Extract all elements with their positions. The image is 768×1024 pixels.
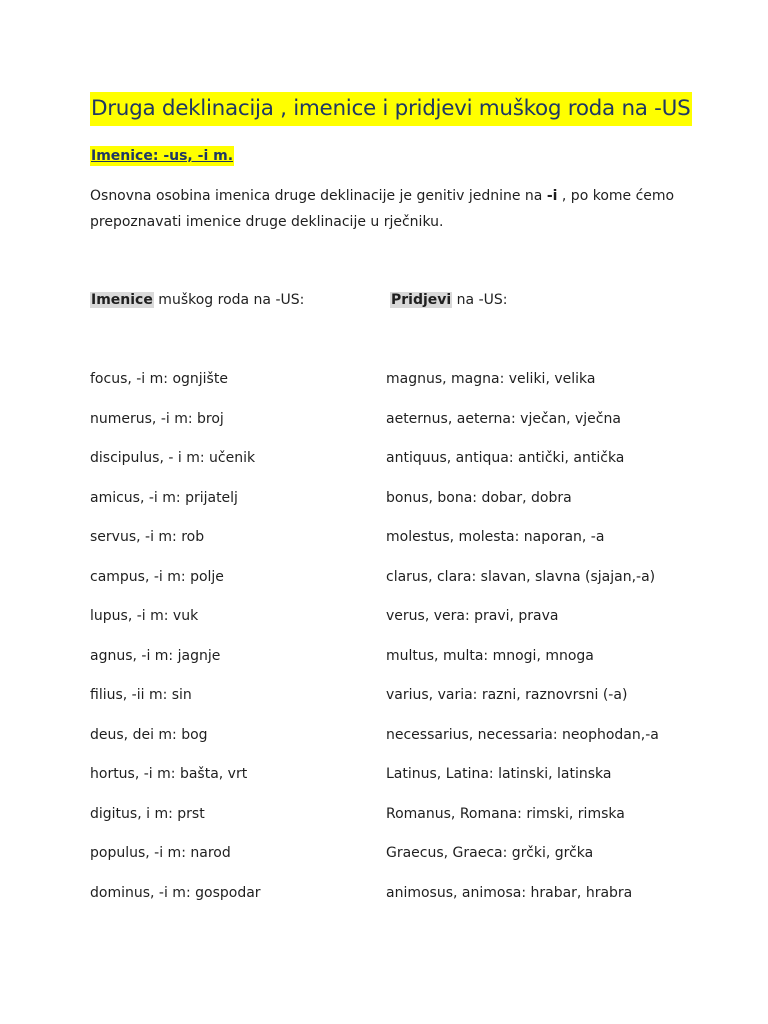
adjectives-header — [390, 290, 507, 310]
adjective-item: Latinus, Latina: latinski, latinska — [386, 766, 612, 782]
page-title: Druga deklinacija , imenice i pridjevi muškog roda na -US — [90, 92, 692, 126]
adjective-item: Graecus, Graeca: grčki, grčka — [386, 845, 594, 861]
noun-item: lupus, -i m: vuk — [90, 608, 199, 624]
noun-item: servus, -i m: rob — [90, 529, 205, 545]
intro-text-after: , po kome ćemo prepoznavati imenice druge deklinacije u rječniku. — [90, 188, 675, 230]
adjective-item: multus, multa: mnogi, mnoga — [386, 647, 594, 664]
noun-item: deus, dei m: bog — [90, 726, 208, 743]
noun-item: hortus, -i m: bašta, vrt — [90, 766, 248, 782]
nouns-header — [90, 290, 304, 310]
noun-item: numerus, -i m: broj — [90, 410, 224, 427]
nouns-header-highlight: Imenice — [91, 292, 153, 308]
adjectives-list — [386, 369, 659, 922]
adjective-item: magnus, magna: veliki, velika — [386, 371, 596, 387]
adjective-item: animosus, animosa: hrabar, hrabra — [386, 884, 633, 901]
nouns-list — [90, 369, 261, 922]
adjectives-header-highlight: Pridjevi — [391, 292, 452, 308]
adjective-item: bonus, bona: dobar, dobra — [386, 489, 572, 506]
noun-item: digitus, i m: prst — [90, 805, 205, 822]
intro-text-bold: -i — [546, 188, 558, 204]
adjective-item: clarus, clara: slavan, slavna (sjajan,-a) — [386, 568, 656, 585]
noun-item: populus, -i m: narod — [90, 845, 231, 861]
intro-text-before: Osnovna osobina imenica druge deklinacije je genitiv jednine na — [90, 188, 547, 204]
noun-item: campus, -i m: polje — [90, 568, 224, 585]
adjective-item: varius, varia: razni, raznovrsni (-a) — [386, 687, 628, 703]
section-subtitle: Imenice: -us, -i m. — [91, 148, 234, 164]
noun-item: discipulus, - i m: učenik — [90, 450, 256, 466]
adjective-item: Romanus, Romana: rimski, rimska — [386, 805, 625, 822]
noun-item: amicus, -i m: prijatelj — [90, 489, 238, 506]
adjective-item: aeternus, aeterna: vječan, vječna — [386, 410, 621, 427]
noun-item: dominus, -i m: gospodar — [90, 884, 261, 901]
adjective-item: molestus, molesta: naporan, -a — [386, 529, 605, 545]
noun-item: agnus, -i m: jagnje — [90, 647, 221, 664]
nouns-header-rest: muškog roda na -US: — [153, 292, 305, 308]
adjective-item: antiquus, antiqua: antički, antička — [386, 450, 625, 466]
adjectives-header-rest: na -US: — [452, 292, 508, 308]
adjective-item: verus, vera: pravi, prava — [386, 608, 559, 624]
adjective-item: necessarius, necessaria: neophodan,-a — [386, 726, 659, 743]
noun-item: filius, -ii m: sin — [90, 687, 192, 703]
noun-item: focus, -i m: ognjište — [90, 371, 228, 387]
intro-paragraph — [90, 183, 690, 235]
